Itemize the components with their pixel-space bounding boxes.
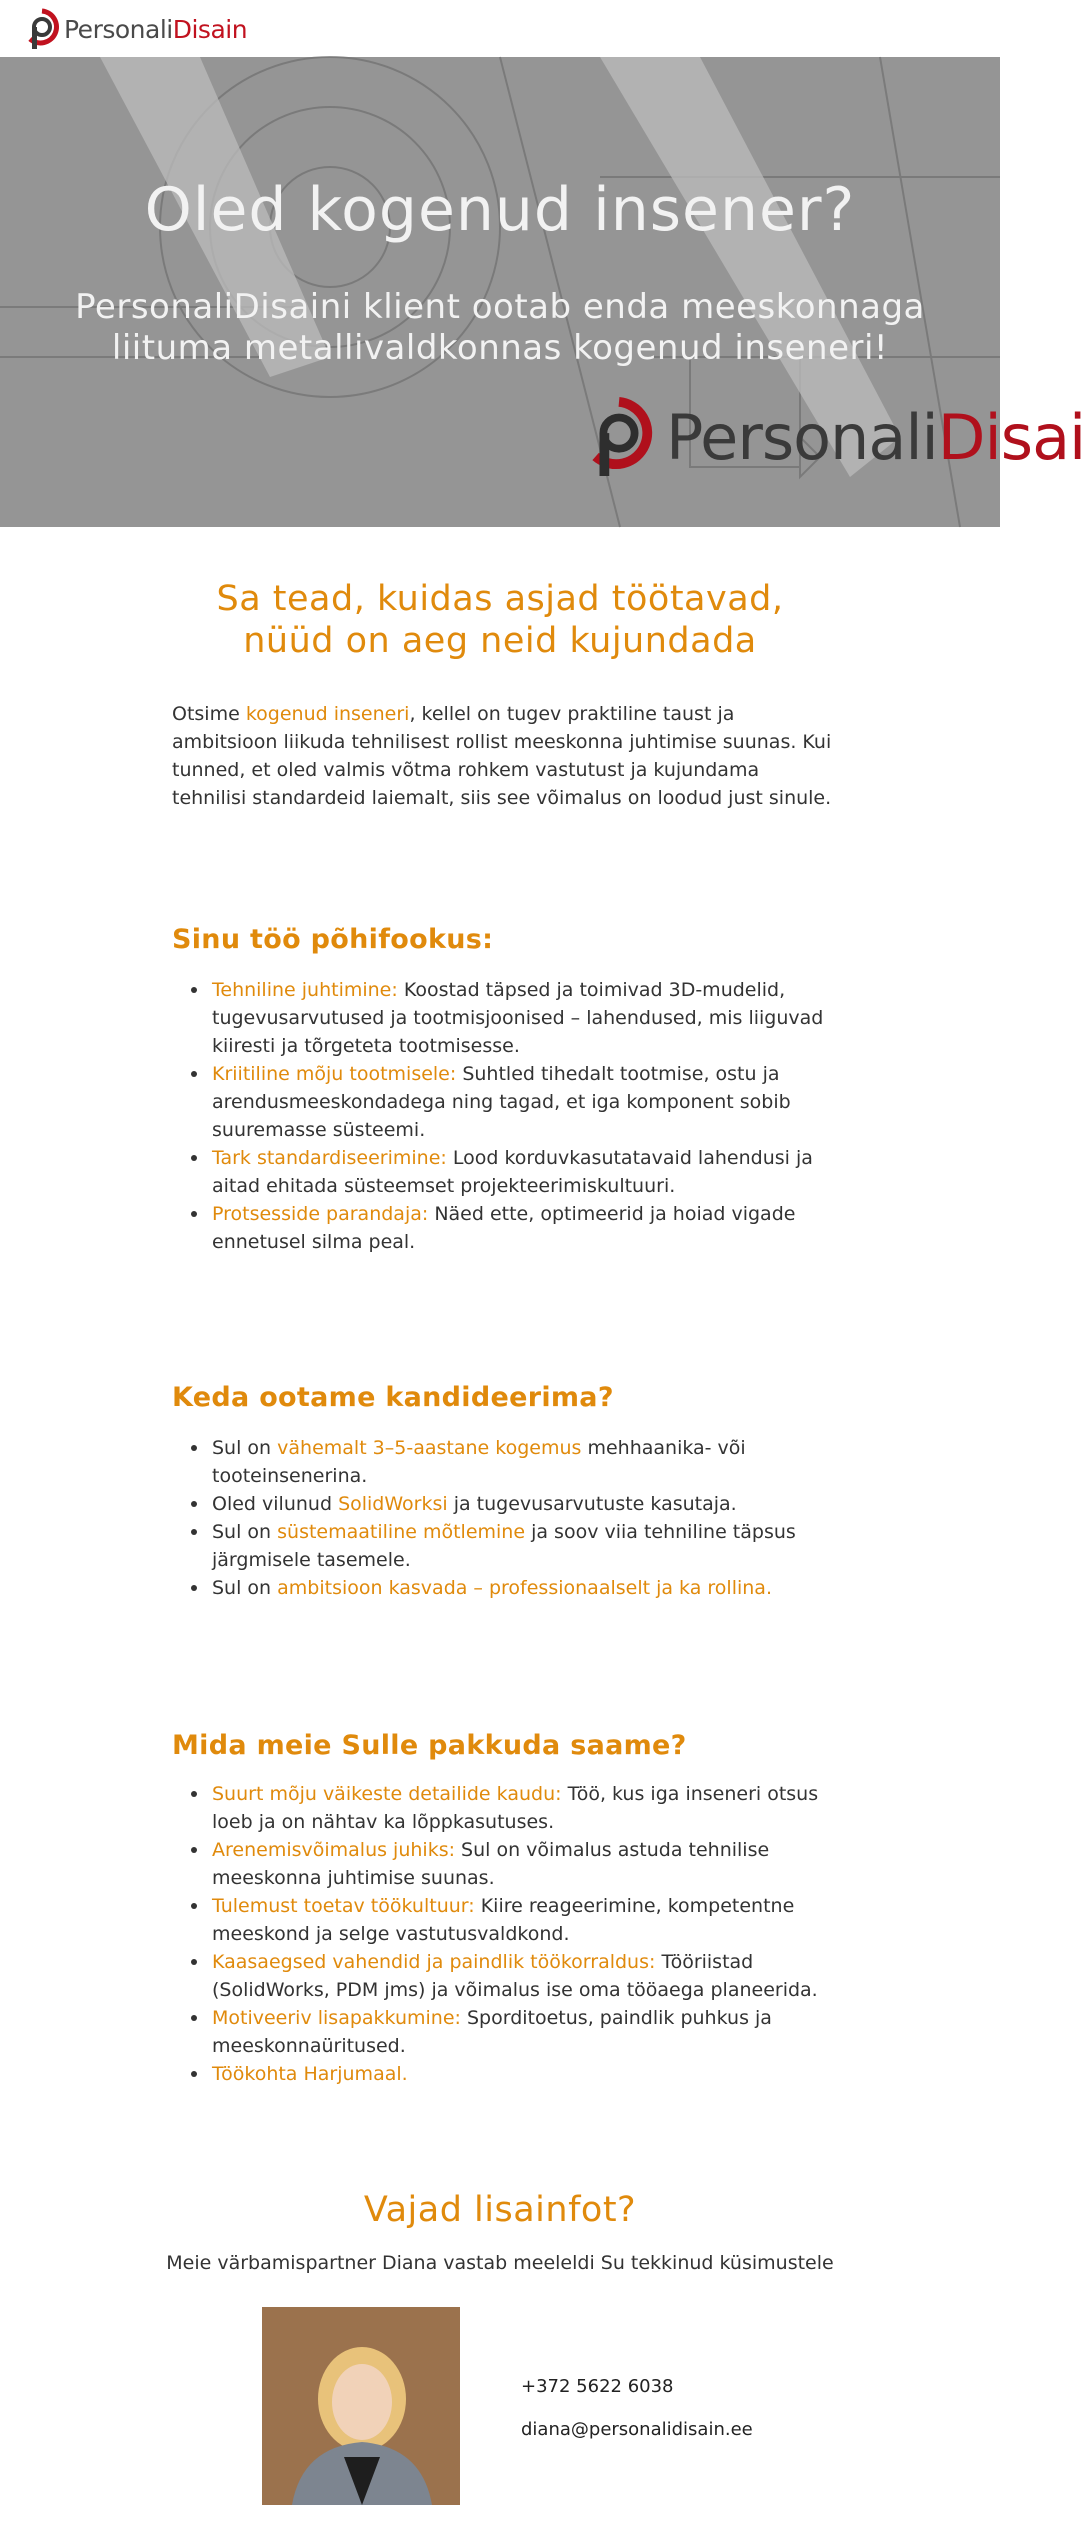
item-text: Sul on — [212, 1577, 278, 1599]
item-label: Arenemisvõimalus juhiks: — [212, 1839, 456, 1861]
list-item — [172, 1836, 832, 1892]
list-item — [172, 1518, 832, 1574]
item-label: Suurt mõju väikeste detailide kaudu: — [212, 1783, 562, 1805]
hero-logo — [580, 392, 1085, 482]
list-item — [172, 1948, 832, 2004]
list-item — [172, 1490, 832, 1518]
intro-heading — [0, 578, 1000, 662]
item-text: Sul on — [212, 1521, 278, 1543]
item-highlight: süstemaatiline mõtlemine — [277, 1521, 526, 1543]
item-text: mehhaanika- või tooteinsenerina. — [212, 1437, 746, 1487]
logo-mark-icon — [22, 7, 62, 51]
candidates-heading: Keda ootame kandideerima? — [172, 1382, 614, 1413]
list-item — [172, 1060, 832, 1144]
item-label: Tulemust toetav töökultuur: — [212, 1895, 475, 1917]
offer-list — [172, 1780, 832, 2088]
item-label: Tehniline juhtimine: — [212, 979, 398, 1001]
item-text: Sporditoetus, paindlik puhkus ja meeskonnaüritused. — [212, 2007, 772, 2057]
item-text: Lood korduvkasutatavaid lahendusi ja aitad ehitada süsteemset projekteerimiskultuuri. — [212, 1147, 813, 1197]
item-label: Tark standardiseerimine: — [212, 1147, 447, 1169]
item-label: Protsesside parandaja: — [212, 1203, 429, 1225]
item-text: Oled vilunud — [212, 1493, 339, 1515]
list-item — [172, 1144, 832, 1200]
item-text: Sul on võimalus astuda tehnilise meeskonna juhtimise suunas. — [212, 1839, 770, 1889]
top-bar — [0, 0, 1000, 57]
intro-highlight: kogenud inseneri — [245, 703, 410, 725]
contact-text: Meie värbamispartner Diana vastab meeleldi Su tekkinud küsimustele — [166, 2252, 834, 2274]
candidates-list — [172, 1434, 832, 1602]
list-item — [172, 1434, 832, 1490]
item-text: Koostad täpsed ja toimivad 3D-mudelid, tugevusarvutused ja tootmisjoonised – lahendused, mis liiguvad kiiresti ja tõrgeteta tootmisesse. — [212, 979, 824, 1057]
contact-email[interactable]: diana@personalidisain.ee — [521, 2419, 753, 2440]
item-label: Kaasaegsed vahendid ja paindlik töökorraldus: — [212, 1951, 656, 1973]
item-label: Motiveeriv lisapakkumine: — [212, 2007, 461, 2029]
item-text: Suhtled tihedalt tootmise, ostu ja arendusmeeskondadega ning tagad, et iga komponent sobib suuremasse süsteemi. — [212, 1063, 791, 1141]
intro-text-start: Otsime — [172, 703, 246, 725]
list-item — [172, 2004, 832, 2060]
intro-heading-line1: Sa tead, kuidas asjad töötavad, — [216, 579, 784, 619]
intro-paragraph — [172, 700, 832, 812]
list-item — [172, 1574, 832, 1602]
item-text: Kiire reageerimine, kompetentne meeskond ja selge vastutusvaldkond. — [212, 1895, 795, 1945]
intro-text-end: , kellel on tugev praktiline taust ja ambitsioon liikuda tehnilisest rollist meeskonna juhtimise suunas. Kui tunned, et oled valmis võtma rohkem vastutust ja kujundama tehnilisi standardeid laiemalt, siis see võimalus on loodud just sinule. — [172, 703, 832, 809]
item-text: ja tugevusarvutuste kasutaja. — [447, 1493, 737, 1515]
list-item — [172, 1200, 832, 1256]
item-highlight: vähemalt 3–5-aastane kogemus — [277, 1437, 582, 1459]
hero-subtitle: PersonaliDisaini klient ootab enda meeskonnaga liituma metallivaldkonnas kogenud inseneri! — [75, 287, 925, 368]
avatar — [262, 2307, 460, 2505]
list-item — [172, 1892, 832, 1948]
intro-heading-line2: nüüd on aeg neid kujundada — [243, 621, 757, 661]
offer-heading: Mida meie Sulle pakkuda saame? — [172, 1730, 687, 1761]
recruiter-photo — [262, 2307, 460, 2505]
item-highlight: SolidWorksi — [338, 1493, 448, 1515]
list-item — [172, 2060, 832, 2088]
focus-list — [172, 976, 832, 1256]
focus-heading: Sinu töö põhifookus: — [172, 924, 494, 955]
personalidisain-logo[interactable] — [22, 6, 247, 52]
contact-heading: Vajad lisainfot? — [363, 2190, 637, 2230]
list-item — [172, 976, 832, 1060]
logo-wordmark: PersonaliDisain — [64, 14, 248, 44]
item-highlight: ambitsioon kasvada – professionaalselt ja ka rollina. — [277, 1577, 772, 1599]
item-text: Tööriistad (SolidWorks, PDM jms) ja võimalus ise oma tööaega planeerida. — [212, 1951, 818, 2001]
contact-phone[interactable]: +372 5622 6038 — [521, 2376, 674, 2397]
item-text: ja soov viia tehniline täpsus järgmisele tasemele. — [212, 1521, 796, 1571]
hero-logo-wordmark: PersonaliDisai — [666, 400, 1085, 474]
item-label: Kriitiline mõju tootmisele: — [212, 1063, 457, 1085]
item-text: Töö, kus iga inseneri otsus loeb ja on nähtav ka lõppkasutuses. — [212, 1783, 819, 1833]
hero-logo-mark-icon — [580, 392, 658, 482]
item-label: Töökohta Harjumaal. — [212, 2063, 408, 2085]
list-item — [172, 1780, 832, 1836]
hero-banner — [0, 57, 1085, 527]
item-text: Näed ette, optimeerid ja hoiad vigade ennetusel silma peal. — [212, 1203, 796, 1253]
item-text: Sul on — [212, 1437, 278, 1459]
hero-title: Oled kogenud insener? — [144, 175, 856, 245]
